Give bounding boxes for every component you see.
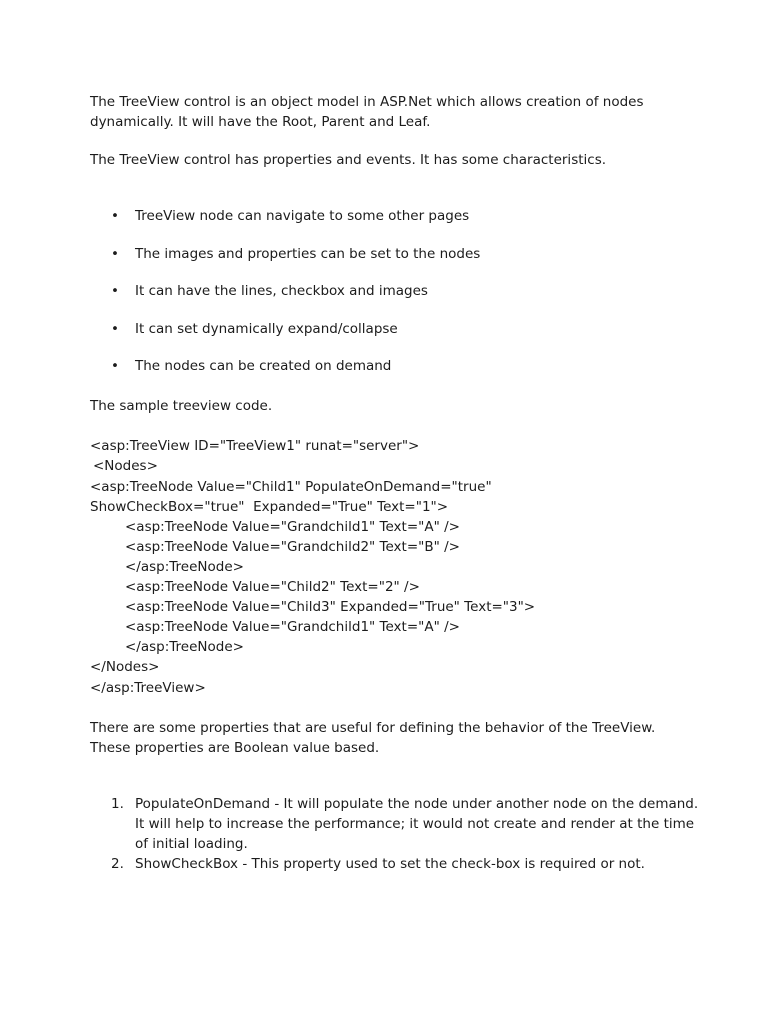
code-line: <Nodes>: [93, 458, 158, 475]
intro-paragraph-1: The TreeView control is an object model in ASP.Net which allows creation of nodes dynamically. It will have the Root, Parent and Leaf.: [90, 94, 644, 130]
document-page: [90, 92, 700, 874]
list-item-text: It can have the lines, checkbox and images: [135, 283, 428, 300]
list-item-text: The nodes can be created on demand: [135, 358, 392, 375]
list-item: [90, 281, 700, 301]
code-line: </asp:TreeNode>: [125, 558, 244, 575]
list-item-text: It can set dynamically expand/collapse: [135, 320, 398, 337]
list-item-text: ShowCheckBox - This property used to set the check-box is required or not.: [135, 855, 645, 872]
intro-paragraph-2: The TreeView control has properties and events. It has some characteristics.: [90, 152, 607, 168]
sample-code-heading: The sample treeview code.: [90, 398, 273, 415]
bullet-icon: •: [111, 358, 119, 375]
list-number: 1.: [111, 795, 124, 812]
list-item: [90, 356, 700, 376]
code-line: <asp:TreeNode Value="Grandchild1" Text="A" />: [125, 619, 460, 636]
code-line: <asp:TreeNode Value="Grandchild2" Text="B" />: [125, 538, 460, 555]
list-item-text: PopulateOnDemand - It will populate the node under another node on the demand. It will help to increase the performance; it would not create and render at the time of initial loading.: [135, 795, 699, 852]
bullet-icon: •: [111, 208, 119, 224]
list-item: [90, 206, 700, 226]
list-item-text: The images and properties can be set to the nodes: [135, 245, 481, 262]
list-item: [90, 794, 700, 854]
code-line: </asp:TreeNode>: [125, 639, 244, 656]
bullet-icon: •: [111, 245, 119, 262]
code-sample: [90, 436, 700, 697]
properties-list: [90, 794, 700, 874]
code-line: </asp:TreeView>: [90, 679, 206, 696]
properties-intro: There are some properties that are useful for defining the behavior of the TreeView. These properties are Boolean value based.: [90, 719, 656, 756]
list-item: [90, 854, 700, 874]
list-item-text: TreeView node can navigate to some other pages: [135, 208, 470, 224]
bullet-icon: •: [111, 283, 119, 300]
list-item: [90, 244, 700, 264]
bullet-icon: •: [111, 320, 119, 337]
code-line: <asp:TreeNode Value="Child3" Expanded="True" Text="3">: [125, 599, 536, 616]
code-line: <asp:TreeNode Value="Grandchild1" Text="A" />: [125, 518, 460, 535]
code-line: <asp:TreeNode Value="Child1" PopulateOnDemand="true": [90, 478, 492, 495]
list-item: [90, 319, 700, 339]
list-number: 2.: [111, 855, 124, 872]
code-line: </Nodes>: [90, 659, 160, 676]
characteristics-list: [90, 206, 700, 376]
code-line: <asp:TreeView ID="TreeView1" runat="server">: [90, 438, 420, 455]
code-line: <asp:TreeNode Value="Child2" Text="2" />: [125, 579, 420, 596]
code-line: ShowCheckBox="true" Expanded="True" Text="1">: [90, 498, 449, 515]
